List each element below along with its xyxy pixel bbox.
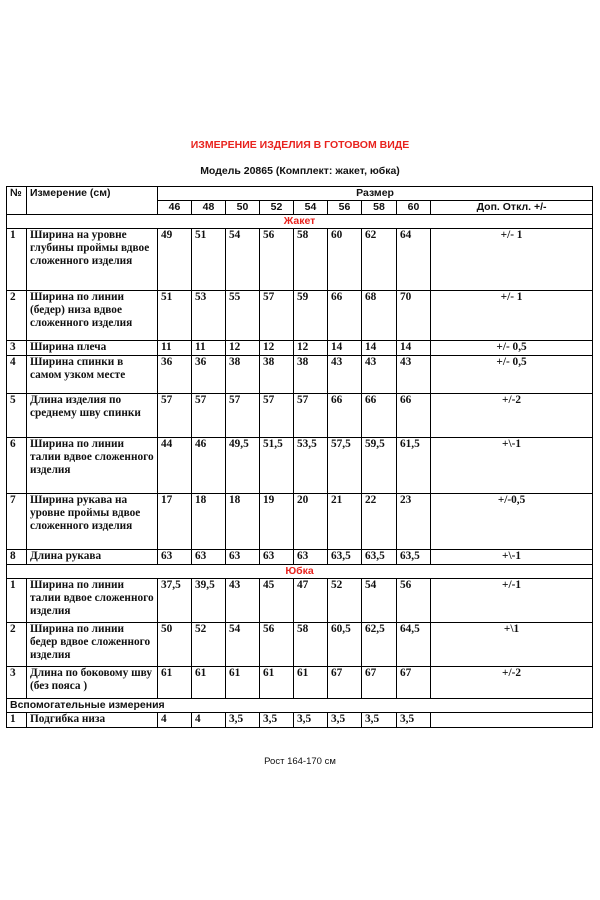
table-row [7, 667, 593, 699]
size-value: 3,5 [328, 713, 362, 728]
size-value: 57 [192, 394, 226, 438]
size-value: 45 [260, 579, 294, 623]
size-value: 56 [397, 579, 431, 623]
height-note: Рост 164-170 см [264, 756, 336, 767]
size-value: 37,5 [158, 579, 192, 623]
size-value: 51 [192, 229, 226, 291]
size-value: 43 [226, 579, 260, 623]
size-value: 63,5 [362, 550, 397, 565]
table-row [7, 713, 593, 728]
size-value: 57 [260, 394, 294, 438]
tolerance-value: +/- 0,5 [431, 341, 593, 356]
size-value: 38 [226, 356, 260, 394]
tolerance-value: +/- 1 [431, 229, 593, 291]
size-value: 43 [328, 356, 362, 394]
size-value: 18 [192, 494, 226, 550]
size-header-cell: 54 [294, 201, 328, 215]
size-value: 63,5 [397, 550, 431, 565]
table-row [7, 291, 593, 341]
size-value: 14 [362, 341, 397, 356]
page-title: ИЗМЕРЕНИЕ ИЗДЕЛИЯ В ГОТОВОМ ВИДЕ [190, 139, 410, 151]
size-value: 58 [294, 623, 328, 667]
size-value: 11 [158, 341, 192, 356]
row-number: 6 [7, 438, 27, 494]
auxiliary-title: Вспомогательные измерения [7, 699, 593, 713]
size-value: 44 [158, 438, 192, 494]
size-value: 52 [328, 579, 362, 623]
size-value: 61 [260, 667, 294, 699]
table-row [7, 394, 593, 438]
size-value: 39,5 [192, 579, 226, 623]
table-row [7, 229, 593, 291]
size-value: 62,5 [362, 623, 397, 667]
size-value: 53 [192, 291, 226, 341]
row-number: 3 [7, 667, 27, 699]
section-row [7, 565, 593, 579]
tolerance-value: +\-1 [431, 438, 593, 494]
row-number: 7 [7, 494, 27, 550]
size-value: 11 [192, 341, 226, 356]
measure-label: Ширина рукава на уровне проймы вдвое сложенного изделия [27, 494, 158, 550]
size-value: 12 [226, 341, 260, 356]
size-value: 49,5 [226, 438, 260, 494]
size-value: 20 [294, 494, 328, 550]
row-number: 1 [7, 229, 27, 291]
size-value: 57 [226, 394, 260, 438]
size-value: 59 [294, 291, 328, 341]
tolerance-header: Доп. Откл. +/- [431, 201, 593, 215]
size-value: 63 [260, 550, 294, 565]
tolerance-value: +/-1 [431, 579, 593, 623]
size-value: 14 [397, 341, 431, 356]
table-row [7, 623, 593, 667]
size-header-cell: 58 [362, 201, 397, 215]
size-value: 52 [192, 623, 226, 667]
size-value: 14 [328, 341, 362, 356]
size-value: 57 [158, 394, 192, 438]
row-number: 8 [7, 550, 27, 565]
size-value: 66 [328, 291, 362, 341]
size-value: 57 [294, 394, 328, 438]
size-value: 63 [226, 550, 260, 565]
size-header-cell: 48 [192, 201, 226, 215]
size-value: 18 [226, 494, 260, 550]
size-header-cell: 60 [397, 201, 431, 215]
size-value: 61 [192, 667, 226, 699]
size-value: 58 [294, 229, 328, 291]
size-value: 63 [294, 550, 328, 565]
size-value: 22 [362, 494, 397, 550]
table-row [7, 579, 593, 623]
row-number: 1 [7, 713, 27, 728]
model-subtitle: Модель 20865 (Комплект: жакет, юбка) [200, 165, 400, 177]
tolerance-value: +/-2 [431, 667, 593, 699]
measure-label: Ширина спинки в самом узком месте [27, 356, 158, 394]
section-title: Жакет [7, 215, 593, 229]
measurement-table [6, 186, 593, 728]
size-value: 64,5 [397, 623, 431, 667]
row-number: 2 [7, 623, 27, 667]
table-row [7, 341, 593, 356]
size-value: 63 [192, 550, 226, 565]
size-value: 66 [362, 394, 397, 438]
size-header-cell: 46 [158, 201, 192, 215]
size-value: 60 [328, 229, 362, 291]
auxiliary-title-row [7, 699, 593, 713]
size-value: 12 [260, 341, 294, 356]
size-value: 3,5 [362, 713, 397, 728]
size-value: 51 [158, 291, 192, 341]
size-value: 61 [294, 667, 328, 699]
size-value: 23 [397, 494, 431, 550]
size-value: 38 [260, 356, 294, 394]
size-value: 36 [192, 356, 226, 394]
size-value: 36 [158, 356, 192, 394]
size-value: 62 [362, 229, 397, 291]
section-title: Юбка [7, 565, 593, 579]
size-value: 70 [397, 291, 431, 341]
measure-label: Ширина по линии (бедер) низа вдвое сложенного изделия [27, 291, 158, 341]
size-value: 4 [158, 713, 192, 728]
tolerance-value: +/-0,5 [431, 494, 593, 550]
size-value: 19 [260, 494, 294, 550]
size-header-cell: 50 [226, 201, 260, 215]
table-row [7, 438, 593, 494]
tolerance-value: +/- 1 [431, 291, 593, 341]
size-value: 54 [226, 229, 260, 291]
measure-label: Длина рукава [27, 550, 158, 565]
row-number: 3 [7, 341, 27, 356]
row-number: 5 [7, 394, 27, 438]
tolerance-value [431, 713, 593, 728]
size-value: 67 [362, 667, 397, 699]
size-value: 3,5 [260, 713, 294, 728]
size-value: 12 [294, 341, 328, 356]
size-header-cell: 52 [260, 201, 294, 215]
size-value: 57 [260, 291, 294, 341]
size-value: 68 [362, 291, 397, 341]
size-value: 57,5 [328, 438, 362, 494]
size-value: 54 [362, 579, 397, 623]
measure-label: Ширина на уровне глубины проймы вдвое сложенного изделия [27, 229, 158, 291]
header-measure: Измерение (см) [27, 187, 158, 215]
size-value: 47 [294, 579, 328, 623]
size-value: 53,5 [294, 438, 328, 494]
header-row [7, 187, 593, 201]
size-value: 66 [328, 394, 362, 438]
row-number: 1 [7, 579, 27, 623]
size-value: 51,5 [260, 438, 294, 494]
size-value: 56 [260, 623, 294, 667]
size-value: 50 [158, 623, 192, 667]
size-value: 63 [158, 550, 192, 565]
size-value: 46 [192, 438, 226, 494]
size-value: 38 [294, 356, 328, 394]
size-value: 3,5 [397, 713, 431, 728]
size-value: 61,5 [397, 438, 431, 494]
measure-label: Длина изделия по среднему шву спинки [27, 394, 158, 438]
tolerance-value: +\-1 [431, 550, 593, 565]
size-value: 67 [397, 667, 431, 699]
table-row [7, 550, 593, 565]
table-row [7, 356, 593, 394]
size-value: 56 [260, 229, 294, 291]
section-row [7, 215, 593, 229]
size-value: 60,5 [328, 623, 362, 667]
measure-label: Подгибка низа [27, 713, 158, 728]
tolerance-value: +/- 0,5 [431, 356, 593, 394]
size-value: 4 [192, 713, 226, 728]
size-value: 61 [158, 667, 192, 699]
measure-label: Ширина по линии бедер вдвое сложенного изделия [27, 623, 158, 667]
size-value: 66 [397, 394, 431, 438]
tolerance-value: +/-2 [431, 394, 593, 438]
size-header-cell: 56 [328, 201, 362, 215]
size-value: 54 [226, 623, 260, 667]
header-num: № [7, 187, 27, 215]
size-value: 63,5 [328, 550, 362, 565]
tolerance-value: +\1 [431, 623, 593, 667]
size-value: 67 [328, 667, 362, 699]
size-value: 55 [226, 291, 260, 341]
measure-label: Ширина по линии талии вдвое сложенного изделия [27, 579, 158, 623]
size-value: 43 [397, 356, 431, 394]
size-value: 21 [328, 494, 362, 550]
measure-label: Длина по боковому шву (без пояса ) [27, 667, 158, 699]
measure-label: Ширина плеча [27, 341, 158, 356]
size-value: 64 [397, 229, 431, 291]
size-value: 59,5 [362, 438, 397, 494]
table-row [7, 494, 593, 550]
size-value: 61 [226, 667, 260, 699]
size-value: 3,5 [226, 713, 260, 728]
size-value: 43 [362, 356, 397, 394]
header-size: Размер [158, 187, 593, 201]
size-value: 49 [158, 229, 192, 291]
measure-label: Ширина по линии талии вдвое сложенного изделия [27, 438, 158, 494]
size-value: 17 [158, 494, 192, 550]
size-value: 3,5 [294, 713, 328, 728]
row-number: 2 [7, 291, 27, 341]
row-number: 4 [7, 356, 27, 394]
